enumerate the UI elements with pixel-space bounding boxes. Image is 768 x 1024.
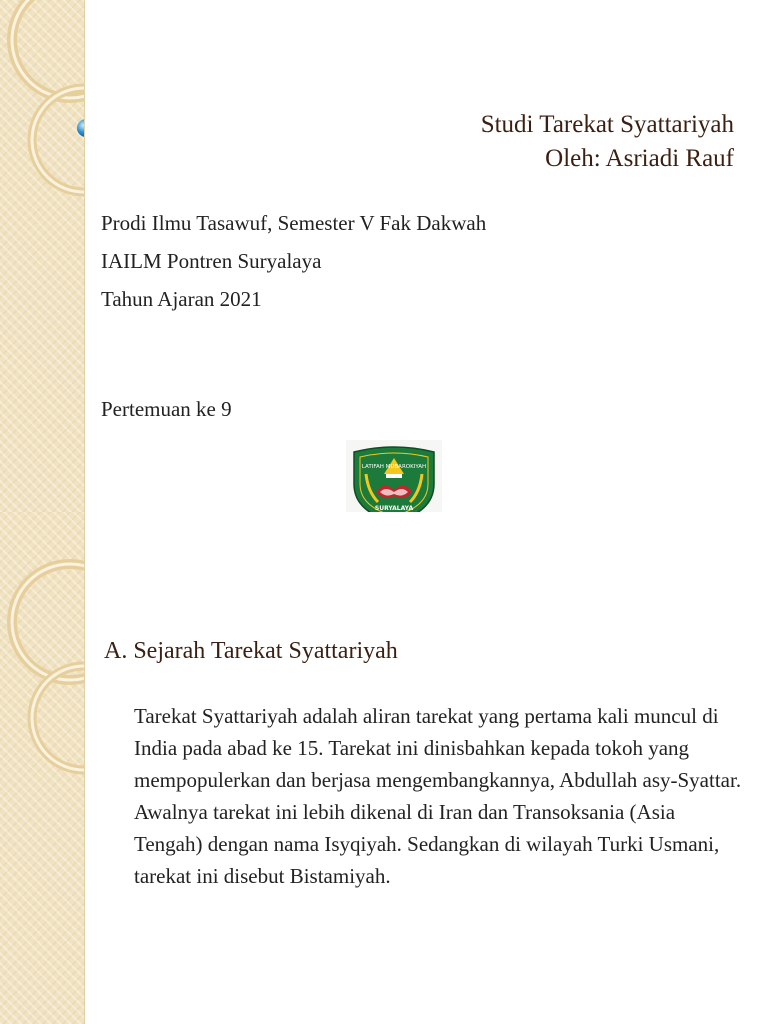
decorative-side-strip bbox=[0, 0, 85, 512]
meeting-number: Pertemuan ke 9 bbox=[101, 397, 232, 421]
presentation-author: Oleh: Asriadi Rauf bbox=[545, 145, 734, 172]
blue-bubble-icon bbox=[0, 0, 84, 512]
course-info-institution: IAILM Pontren Suryalaya bbox=[101, 249, 322, 273]
section-paragraph: Tarekat Syattariyah adalah aliran tarekat yang pertama kali muncul di India pada abad ke 15. Tarekat ini dinisbahkan kepada tokoh yang mempopulerkan dan berjasa mengembangkannya, Abdullah asy-Syattar. Awalnya tarekat ini lebih dikenal di Iran dan Transoksania (Asia Tengah) dengan nama Isyqiyah. Sedangkan di wilayah Turki Usmani, tarekat ini disebut Bistamiyah. bbox=[134, 704, 742, 888]
svg-text:LATIFAH MUBAROKIYAH: LATIFAH MUBAROKIYAH bbox=[361, 464, 427, 470]
university-seal-icon bbox=[346, 440, 442, 512]
decorative-circles-icon bbox=[0, 512, 84, 1024]
title-block bbox=[481, 108, 734, 176]
course-info-program: Prodi Ilmu Tasawuf, Semester V Fak Dakwah bbox=[101, 211, 487, 235]
svg-text:SURYALAYA: SURYALAYA bbox=[374, 505, 414, 512]
section-heading: A. Sejarah Tarekat Syattariyah bbox=[104, 638, 398, 664]
presentation-title: Studi Tarekat Syattariyah bbox=[480, 111, 734, 138]
course-info-year: Tahun Ajaran 2021 bbox=[101, 287, 262, 311]
university-logo bbox=[346, 440, 442, 512]
decorative-side-strip bbox=[0, 512, 85, 1024]
course-info bbox=[101, 204, 486, 318]
